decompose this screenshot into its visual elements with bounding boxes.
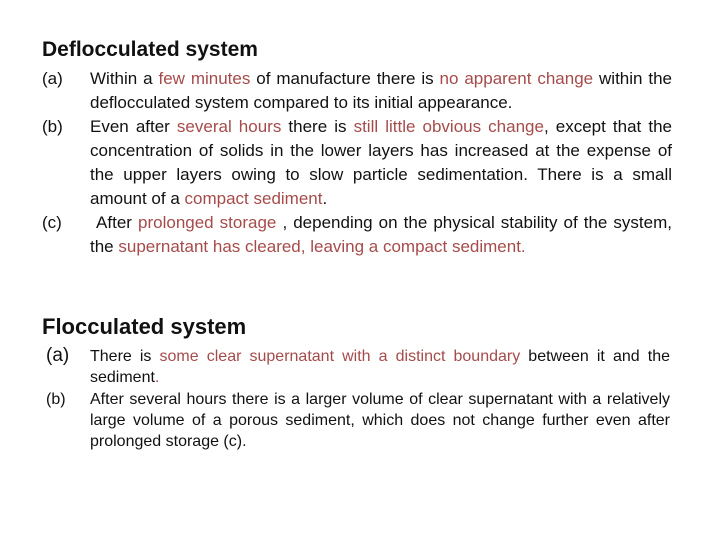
highlighted-phrase: . xyxy=(154,369,160,386)
highlighted-phrase: prolonged storage xyxy=(138,213,277,232)
highlighted-phrase: compact sediment xyxy=(184,189,323,208)
text-segment: Within a xyxy=(90,69,159,88)
highlighted-phrase: several hours xyxy=(176,117,282,136)
highlighted-phrase: few minutes xyxy=(158,69,251,88)
flocculated-item-b-marker: (b) xyxy=(46,391,66,408)
deflocculated-heading: Deflocculated system xyxy=(42,38,258,61)
text-segment: After xyxy=(90,213,139,232)
text-segment: , except that the concentration of solids in the lower layers has increased at the expense of the upper layers owing to slow particle sedimentation. There is a small amount of a xyxy=(90,117,672,208)
deflocculated-item-c-marker: (c) xyxy=(42,213,62,232)
deflocculated-item-b-text xyxy=(90,115,672,211)
text-segment: there is xyxy=(281,117,354,136)
highlighted-phrase: some clear supernatant with a distinct boundary xyxy=(159,348,521,365)
deflocculated-item-a-text xyxy=(90,67,672,115)
text-segment: within the deflocculated system compared to its initial appearance. xyxy=(90,69,673,112)
text-segment: , depending on the physical stability of the system, the xyxy=(90,213,672,256)
highlighted-phrase: no apparent change xyxy=(439,69,594,88)
text-segment: of manufacture there is xyxy=(250,69,440,88)
text-segment: . xyxy=(322,189,328,208)
highlighted-phrase: still little obvious change xyxy=(353,117,544,136)
deflocculated-item-b-marker: (b) xyxy=(42,117,63,136)
text-segment: Even after xyxy=(90,117,177,136)
flocculated-item-a-marker: (a) xyxy=(46,345,70,366)
text-segment: There is xyxy=(90,348,160,365)
deflocculated-item-a-marker: (a) xyxy=(42,69,63,88)
deflocculated-item-c-text xyxy=(90,211,672,259)
text-segment: After several hours there is a larger volume of clear supernatant with a relatively large volume of a porous sediment, which does not change further even after prolonged storage (c). xyxy=(90,391,670,450)
flocculated-item-b-text xyxy=(90,389,670,452)
text-segment: between it and the sediment xyxy=(90,348,670,386)
highlighted-phrase: supernatant has cleared, leaving a compact sediment. xyxy=(118,237,526,256)
flocculated-item-a-text xyxy=(90,346,670,388)
flocculated-heading: Flocculated system xyxy=(42,314,247,339)
